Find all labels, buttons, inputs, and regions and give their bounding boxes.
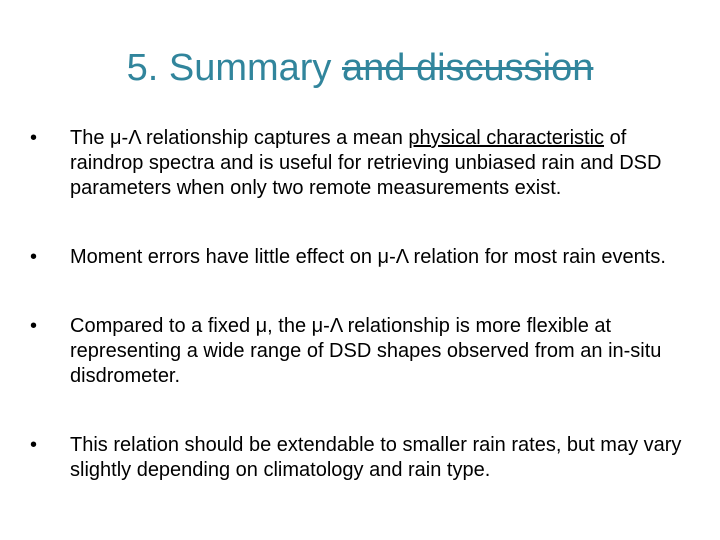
bullet-text-underlined: physical characteristic xyxy=(408,127,605,149)
bullet-text-pre: The μ-Λ relationship captures a mean xyxy=(70,127,409,149)
slide-title xyxy=(0,44,720,92)
title-struck-text: and discussion xyxy=(342,47,594,89)
bullet-item xyxy=(30,314,700,389)
bullet-item xyxy=(30,245,700,270)
bullet-icon: • xyxy=(30,434,38,456)
bullet-item xyxy=(30,126,700,201)
bullet-item xyxy=(30,433,700,483)
bullet-text: Compared to a fixed μ, the μ-Λ relationship is more flexible at representing a wide range of DSD shapes observed from an in-situ disdrometer. xyxy=(70,315,662,387)
bullet-icon: • xyxy=(30,127,38,149)
bullet-list xyxy=(30,126,700,483)
bullet-text: Moment errors have little effect on μ-Λ relation for most rain events. xyxy=(70,246,666,268)
bullet-icon: • xyxy=(30,246,38,268)
bullet-text-post: of raindrop spectra and is useful for retrieving unbiased rain and DSD parameters when only two remote measurements exist. xyxy=(70,127,662,199)
title-text: 5. Summary xyxy=(126,47,332,89)
bullet-icon: • xyxy=(30,315,38,337)
bullet-text: This relation should be extendable to smaller rain rates, but may vary slightly depending on climatology and rain type. xyxy=(70,434,682,481)
